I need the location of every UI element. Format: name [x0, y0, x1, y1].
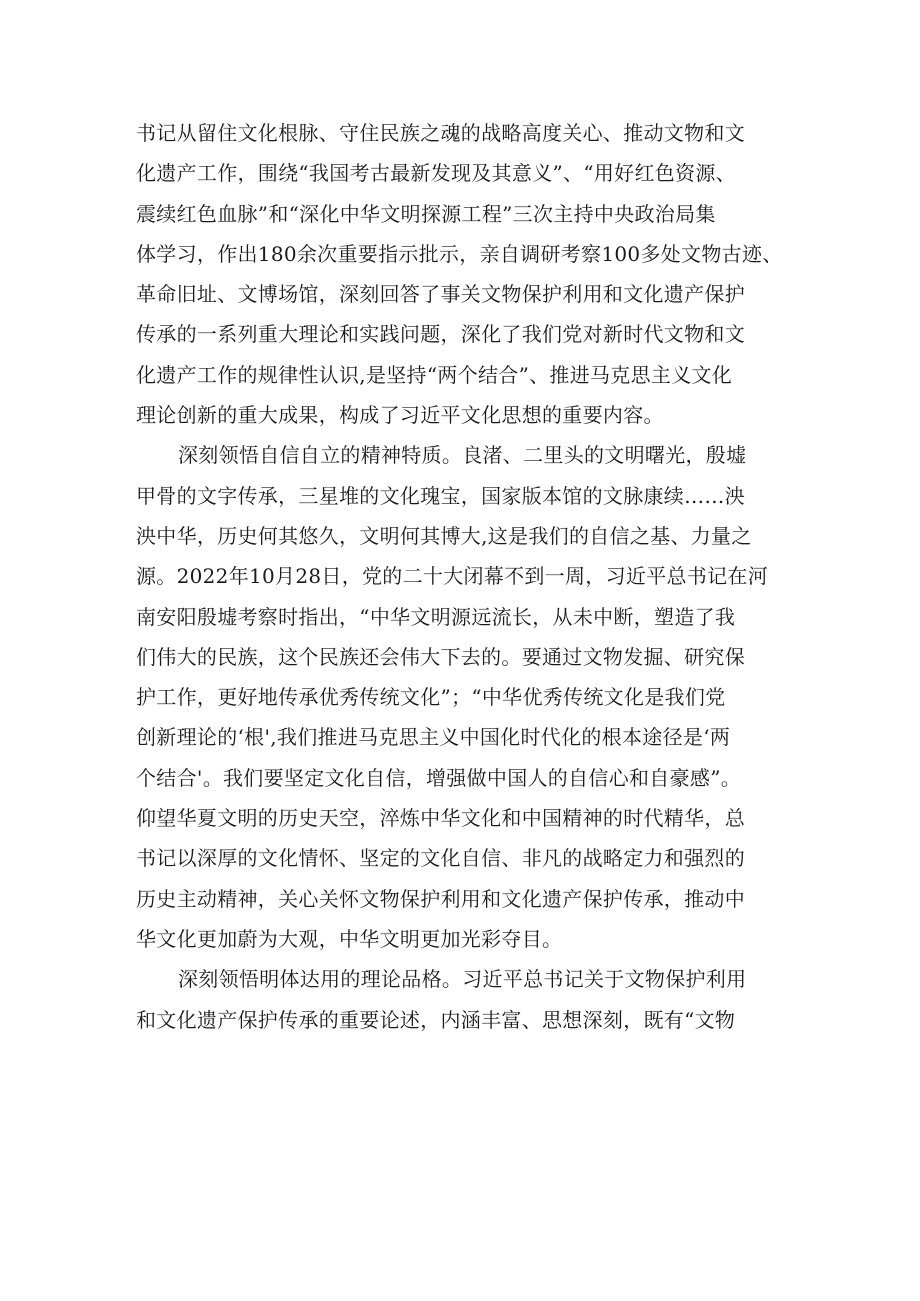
text-line: 震续红色血脉”和“深化中华文明探源工程”三次主持中央政治局集 — [136, 201, 716, 226]
text-line: 历史主动精神，关心关怀文物保护利用和文化遗产保护传承，推动中 — [136, 886, 745, 911]
text-line: 华文化更加蔚为大观，中华文明更加光彩夺目。 — [136, 926, 563, 951]
body-text — [136, 113, 796, 1040]
text-line: 和文化遗产保护传承的重要论述，内涵丰富、思想深刻，既有“文物 — [136, 1007, 736, 1032]
text-line: 们伟大的民族，这个民族还会伟大下去的。要通过文物发掘、研究保 — [136, 644, 745, 669]
text-line: 仰望华夏文明的历史天空，淬炼中华文化和中国精神的时代精华，总 — [136, 806, 745, 831]
text-line: 传承的一系列重大理论和实践问题，深化了我们党对新时代文物和文 — [136, 322, 745, 347]
text-line: 泱中华，历史何其悠久，文明何其博大,这是我们的自信之基、力量之 — [136, 523, 752, 548]
text-line: 南安阳殷墟考察时指出，“中华文明源远流长，从未中断，塑造了我 — [136, 604, 736, 629]
text-line: 源。2022年10月28日，党的二十大闭幕不到一周，习近平总书记在河 — [136, 564, 768, 589]
text-line: 体学习，作出180余次重要指示批示，亲自调研考察100多处文物古迹、 — [136, 241, 783, 266]
paragraph-start-line: 深刻领悟自信自立的精神特质。良渚、二里头的文明曙光，殷墟 — [178, 443, 747, 468]
text-line: 护工作，更好地传承优秀传统文化”；“中华优秀传统文化是我们党 — [136, 685, 726, 710]
text-line: 革命旧址、文博场馆，深刻回答了事关文物保护利用和文化遗产保护 — [136, 282, 745, 307]
text-line: 化遗产工作，围绕“我国考古最新发现及其意义”、“用好红色资源、 — [136, 161, 736, 186]
text-line: 创新理论的‘根',我们推进马克思主义中国化时代化的根本途径是‘两 — [136, 725, 731, 750]
paragraph-start-line: 深刻领悟明体达用的理论品格。习近平总书记关于文物保护利用 — [178, 967, 747, 992]
text-line: 甲骨的文字传承，三星堆的文化瑰宝，国家版本馆的文脉康续……泱 — [136, 483, 745, 508]
text-line: 个结合'。我们要坚定文化自信，增强做中国人的自信心和自豪感”。 — [136, 765, 742, 790]
text-line: 化遗产工作的规律性认识,是坚持“两个结合”、推进马克思主义文化 — [136, 362, 733, 387]
text-line: 书记以深厚的文化情怀、坚定的文化自信、非凡的战略定力和强烈的 — [136, 846, 745, 871]
text-line: 理论创新的重大成果，构成了习近平文化思想的重要内容。 — [136, 403, 664, 428]
text-line: 书记从留住文化根脉、守住民族之魂的战略高度关心、推动文物和文 — [136, 121, 745, 145]
